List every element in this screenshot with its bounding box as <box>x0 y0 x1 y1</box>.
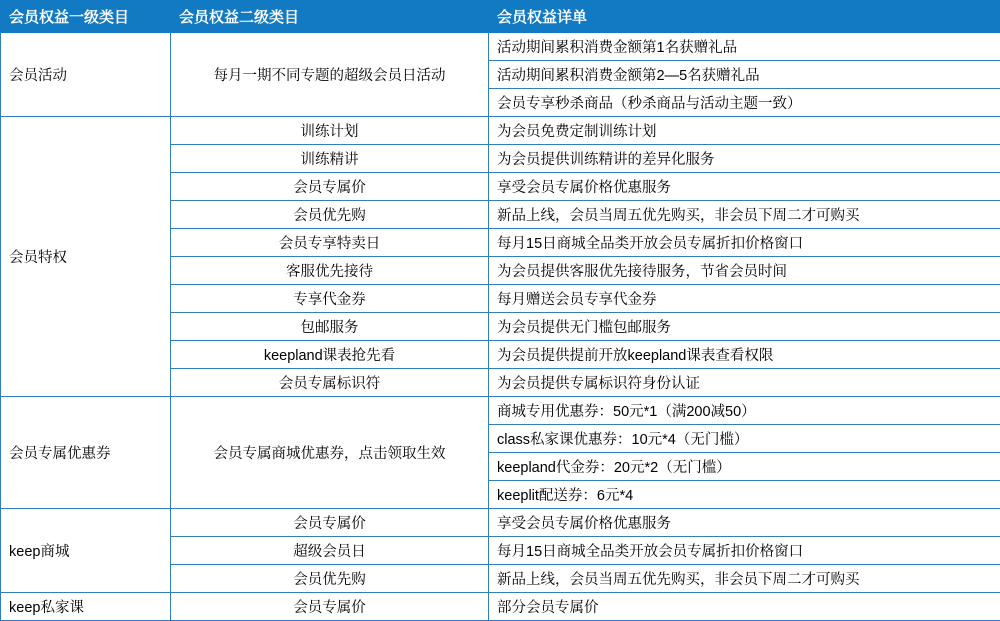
table-row <box>1 593 1000 621</box>
subcategory-cell: 超级会员日 <box>171 537 489 565</box>
subcategory-cell: 会员优先购 <box>171 565 489 593</box>
table-row <box>1 33 1000 61</box>
detail-cell: 部分会员专属价 <box>489 593 1000 621</box>
category-cell: 会员活动 <box>1 33 171 117</box>
detail-cell: 新品上线，会员当周五优先购买，非会员下周二才可购买 <box>489 201 1000 229</box>
detail-cell: 每月赠送会员专享代金券 <box>489 285 1000 313</box>
subcategory-cell: 会员专属价 <box>171 593 489 621</box>
detail-cell: 为会员提供提前开放keepland课表查看权限 <box>489 341 1000 369</box>
detail-cell: keeplit配送券：6元*4 <box>489 481 1000 509</box>
category-cell: keep私家课 <box>1 593 171 621</box>
subcategory-cell: 训练计划 <box>171 117 489 145</box>
subcategory-cell: 包邮服务 <box>171 313 489 341</box>
subcategory-cell: 专享代金券 <box>171 285 489 313</box>
detail-cell: 为会员免费定制训练计划 <box>489 117 1000 145</box>
subcategory-cell: 会员优先购 <box>171 201 489 229</box>
column-header-category: 会员权益一级类目 <box>1 1 171 33</box>
detail-cell: 享受会员专属价格优惠服务 <box>489 509 1000 537</box>
detail-cell: 商城专用优惠券：50元*1（满200减50） <box>489 397 1000 425</box>
detail-cell: 新品上线，会员当周五优先购买，非会员下周二才可购买 <box>489 565 1000 593</box>
subcategory-cell: 每月一期不同专题的超级会员日活动 <box>171 33 489 117</box>
subcategory-cell: 会员专属价 <box>171 173 489 201</box>
table-row <box>1 397 1000 425</box>
detail-cell: class私家课优惠券：10元*4（无门槛） <box>489 425 1000 453</box>
detail-cell: 为会员提供无门槛包邮服务 <box>489 313 1000 341</box>
subcategory-cell: 会员专享特卖日 <box>171 229 489 257</box>
detail-cell: 为会员提供训练精讲的差异化服务 <box>489 145 1000 173</box>
detail-cell: 活动期间累积消费金额第1名获赠礼品 <box>489 33 1000 61</box>
category-cell: keep商城 <box>1 509 171 593</box>
subcategory-cell: 会员专属商城优惠券，点击领取生效 <box>171 397 489 509</box>
subcategory-cell: 会员专属标识符 <box>171 369 489 397</box>
category-cell: 会员专属优惠券 <box>1 397 171 509</box>
detail-cell: 为会员提供专属标识符身份认证 <box>489 369 1000 397</box>
table-header <box>1 1 1000 33</box>
detail-cell: 每月15日商城全品类开放会员专属折扣价格窗口 <box>489 537 1000 565</box>
subcategory-cell: 训练精讲 <box>171 145 489 173</box>
subcategory-cell: 客服优先接待 <box>171 257 489 285</box>
column-header-subcategory: 会员权益二级类目 <box>171 1 489 33</box>
table-header-row <box>1 1 1000 33</box>
detail-cell: 会员专享秒杀商品（秒杀商品与活动主题一致） <box>489 89 1000 117</box>
table-row <box>1 509 1000 537</box>
detail-cell: 享受会员专属价格优惠服务 <box>489 173 1000 201</box>
detail-cell: 活动期间累积消费金额第2—5名获赠礼品 <box>489 61 1000 89</box>
detail-cell: keepland代金券：20元*2（无门槛） <box>489 453 1000 481</box>
subcategory-cell: keepland课表抢先看 <box>171 341 489 369</box>
subcategory-cell: 会员专属价 <box>171 509 489 537</box>
table-body <box>1 33 1000 621</box>
table-row <box>1 117 1000 145</box>
category-cell: 会员特权 <box>1 117 171 397</box>
detail-cell: 每月15日商城全品类开放会员专属折扣价格窗口 <box>489 229 1000 257</box>
column-header-details: 会员权益详单 <box>489 1 1000 33</box>
detail-cell: 为会员提供客服优先接待服务，节省会员时间 <box>489 257 1000 285</box>
